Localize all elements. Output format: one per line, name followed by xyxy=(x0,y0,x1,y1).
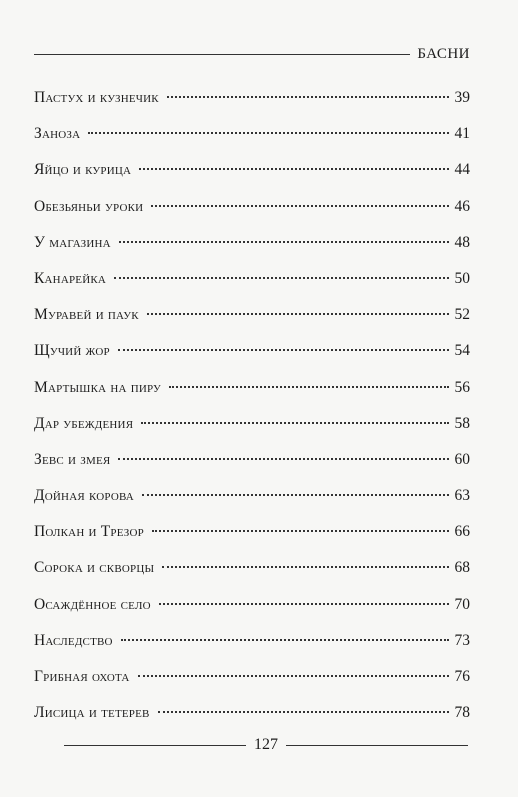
dot-leader xyxy=(169,386,448,388)
toc-entry[interactable] xyxy=(34,486,470,522)
section-title: БАСНИ xyxy=(417,46,470,62)
toc-entry-page: 54 xyxy=(454,342,470,360)
dot-leader xyxy=(118,349,449,351)
toc-entry-page: 41 xyxy=(454,125,470,143)
toc-entry-title: Грибная охота xyxy=(34,668,130,685)
toc-entry[interactable] xyxy=(34,667,470,703)
toc-entry[interactable] xyxy=(34,341,470,377)
dot-leader xyxy=(162,566,448,568)
dot-leader xyxy=(121,639,449,641)
toc-entry[interactable] xyxy=(34,269,470,305)
toc-entry-title: Сорока и скворцы xyxy=(34,559,155,577)
toc-entry[interactable] xyxy=(34,631,470,667)
toc-entry-page: 73 xyxy=(454,631,470,649)
toc-entry[interactable] xyxy=(34,595,470,631)
dot-leader xyxy=(138,675,449,677)
toc-entry-title: Наследство xyxy=(34,631,113,649)
toc-entry-title: Мартышка на пиру xyxy=(34,378,162,396)
toc-entry-title: Яйцо и курица xyxy=(34,161,132,179)
toc-entry-page: 46 xyxy=(454,197,470,215)
dot-leader xyxy=(159,603,449,605)
page-footer xyxy=(64,734,468,756)
toc-entry-page: 70 xyxy=(454,595,470,613)
toc-entry[interactable] xyxy=(34,558,470,594)
toc-entry[interactable] xyxy=(34,414,470,450)
dot-leader xyxy=(114,277,448,279)
toc-entry-page: 68 xyxy=(454,559,470,577)
dot-leader xyxy=(88,132,448,134)
dot-leader xyxy=(167,96,449,98)
dot-leader xyxy=(118,458,448,460)
toc-entry[interactable] xyxy=(34,197,470,233)
toc-entry-title: Обезьяньи уроки xyxy=(34,197,144,215)
toc-entry-page: 60 xyxy=(454,450,470,468)
toc-entry[interactable] xyxy=(34,305,470,341)
footer-rule-right xyxy=(286,745,468,746)
toc-entry-title: Дар убеждения xyxy=(34,414,134,432)
toc-entry[interactable] xyxy=(34,522,470,558)
toc-entry-page: 78 xyxy=(454,704,470,722)
toc-entry-page: 48 xyxy=(454,233,470,251)
dot-leader xyxy=(141,422,448,424)
dot-leader xyxy=(158,711,449,713)
toc-entry[interactable] xyxy=(34,450,470,486)
toc-entry-page: 50 xyxy=(454,269,470,287)
toc-entry-title: Осаждённое село xyxy=(34,595,151,613)
toc-entry-title: Канарейка xyxy=(34,269,107,287)
toc-entry-page: 44 xyxy=(454,161,470,179)
toc-entry-title: Зевс и змея xyxy=(34,450,111,468)
dot-leader xyxy=(151,205,448,207)
footer-rule-left xyxy=(64,745,246,746)
toc-entry-page: 76 xyxy=(454,668,470,685)
toc-entry[interactable] xyxy=(34,124,470,160)
toc-entry-page: 66 xyxy=(454,523,470,541)
running-header xyxy=(34,44,470,64)
dot-leader xyxy=(147,313,449,315)
dot-leader xyxy=(142,494,449,496)
toc-entry-page: 39 xyxy=(454,89,470,106)
toc-entry-page: 63 xyxy=(454,487,470,505)
toc-entry-title: Муравей и паук xyxy=(34,306,139,324)
table-of-contents xyxy=(34,88,470,739)
toc-entry[interactable] xyxy=(34,88,470,124)
toc-entry-page: 56 xyxy=(454,378,470,396)
dot-leader xyxy=(152,530,449,532)
toc-entry-title: Полкан и Трезор xyxy=(34,523,144,541)
header-rule xyxy=(34,54,410,55)
toc-entry-title: Заноза xyxy=(34,125,81,143)
toc-entry[interactable] xyxy=(34,378,470,414)
toc-entry-title: Пастух и кузнечик xyxy=(34,89,159,106)
toc-entry[interactable] xyxy=(34,160,470,196)
dot-leader xyxy=(139,168,448,170)
toc-entry-title: Лисица и тетерев xyxy=(34,704,150,722)
page-number: 127 xyxy=(254,736,278,753)
toc-entry[interactable] xyxy=(34,233,470,269)
dot-leader xyxy=(119,241,449,243)
toc-entry-page: 58 xyxy=(454,414,470,432)
toc-entry-title: У магазина xyxy=(34,233,111,251)
toc-entry-title: Щучий жор xyxy=(34,342,110,360)
toc-entry-title: Дойная корова xyxy=(34,487,134,505)
toc-entry-page: 52 xyxy=(454,306,470,324)
